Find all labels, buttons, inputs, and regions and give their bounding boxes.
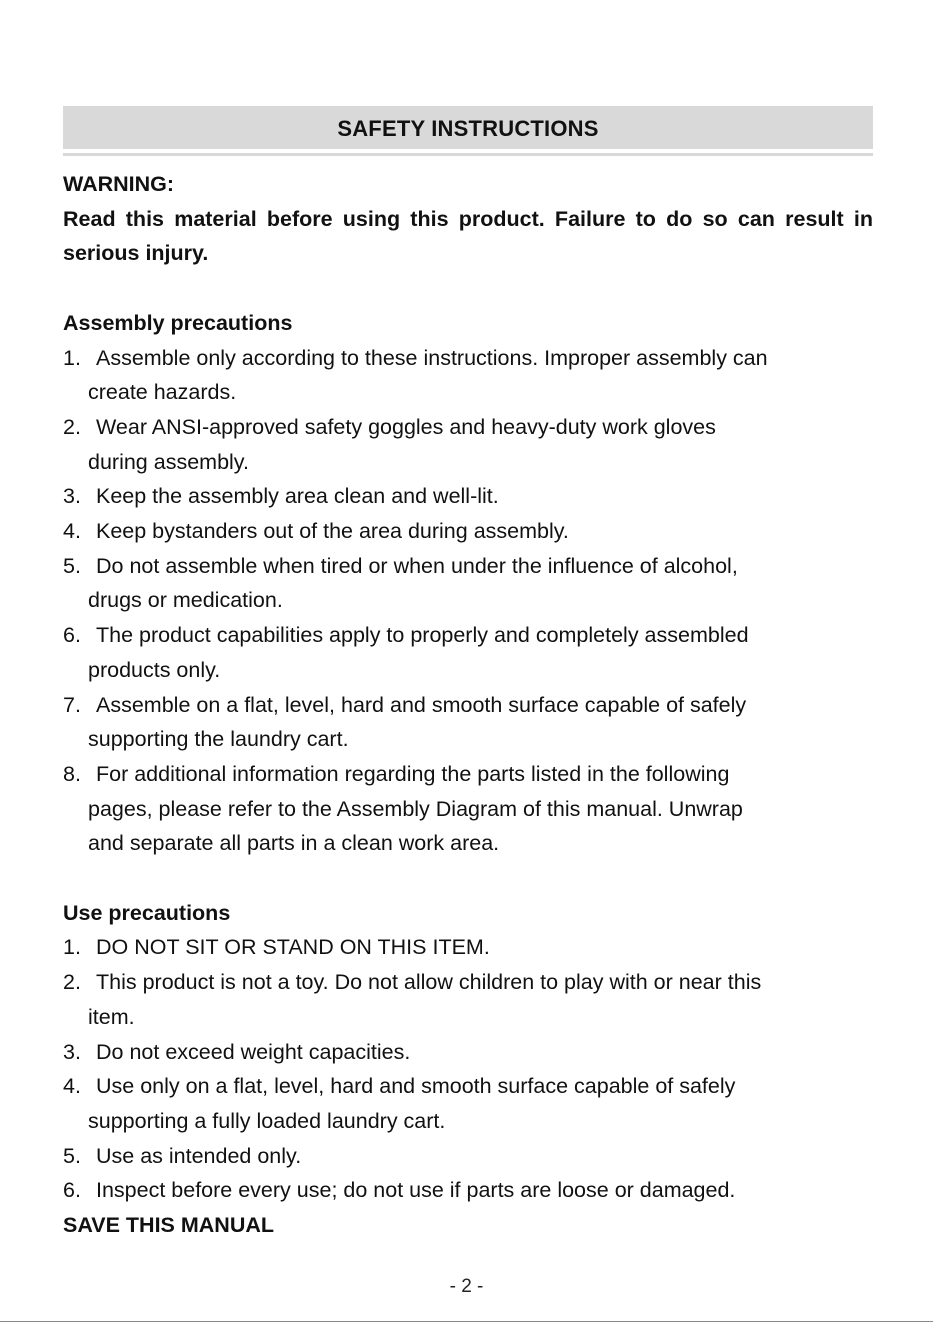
item-number: 6. — [63, 1178, 81, 1203]
item-text: This product is not a toy. Do not allow children to play with or near this — [96, 970, 762, 995]
item-number: 2. — [63, 970, 81, 995]
item-text: Keep the assembly area clean and well-lit. — [96, 484, 499, 509]
spacer — [63, 861, 873, 896]
assembly-heading: Assembly precautions — [63, 310, 293, 335]
item-text: Assemble on a flat, level, hard and smooth surface capable of safely — [96, 692, 747, 717]
page-number: - 2 - — [449, 1276, 484, 1297]
list-item — [63, 341, 873, 410]
list-item — [63, 965, 873, 1034]
save-manual-text: SAVE THIS MANUAL — [63, 1213, 275, 1238]
list-item — [63, 549, 873, 618]
list-item — [63, 930, 873, 965]
item-text: For additional information regarding the parts listed in the following — [96, 761, 730, 786]
use-heading: Use precautions — [63, 900, 231, 925]
list-item — [63, 688, 873, 757]
header-divider — [63, 153, 873, 156]
item-number: 8. — [63, 761, 81, 786]
item-number: 1. — [63, 345, 81, 370]
list-item — [63, 410, 873, 479]
item-text-continued: supporting the laundry cart. — [88, 727, 349, 752]
item-text-continued: and separate all parts in a clean work area. — [88, 831, 500, 856]
item-number: 5. — [63, 553, 81, 578]
warning-text: Read this material before using this product. Failure to do so can result in serious injury. — [63, 206, 873, 266]
item-text-continued: pages, please refer to the Assembly Diagram of this manual. Unwrap — [88, 796, 743, 821]
spacer — [63, 271, 873, 306]
list-item — [63, 514, 873, 549]
list-item — [63, 1139, 873, 1174]
safety-content — [63, 167, 873, 1243]
item-text: Keep bystanders out of the area during assembly. — [96, 519, 569, 544]
item-text-continued: item. — [88, 1004, 135, 1029]
item-text: Use as intended only. — [96, 1143, 302, 1168]
section-header-bar — [63, 106, 873, 149]
item-text-continued: supporting a fully loaded laundry cart. — [88, 1108, 446, 1133]
item-text: Assemble only according to these instructions. Improper assembly can — [96, 345, 768, 370]
list-item — [63, 757, 873, 861]
list-item — [63, 1069, 873, 1138]
item-number: 2. — [63, 414, 81, 439]
list-item — [63, 1035, 873, 1070]
item-text: The product capabilities apply to properly and completely assembled — [96, 623, 749, 648]
item-number: 4. — [63, 519, 81, 544]
item-text-continued: during assembly. — [88, 449, 249, 474]
item-text: Use only on a flat, level, hard and smooth surface capable of safely — [96, 1074, 736, 1099]
list-item — [63, 479, 873, 514]
item-text: Wear ANSI-approved safety goggles and heavy-duty work gloves — [96, 414, 716, 439]
list-item — [63, 618, 873, 687]
item-text: Do not assemble when tired or when under the influence of alcohol, — [96, 553, 738, 578]
item-number: 3. — [63, 1039, 81, 1064]
warning-heading: WARNING: — [63, 172, 175, 196]
item-number: 5. — [63, 1143, 81, 1168]
item-number: 6. — [63, 623, 81, 648]
item-text: Inspect before every use; do not use if parts are loose or damaged. — [96, 1178, 736, 1203]
bottom-divider — [0, 1321, 933, 1322]
page-title: SAFETY INSTRUCTIONS — [337, 115, 599, 141]
item-number: 7. — [63, 692, 81, 717]
item-number: 1. — [63, 935, 81, 960]
item-number: 3. — [63, 484, 81, 509]
item-text-continued: products only. — [88, 657, 221, 682]
item-text-continued: create hazards. — [88, 380, 237, 405]
item-text: DO NOT SIT OR STAND ON THIS ITEM. — [96, 935, 490, 960]
item-text: Do not exceed weight capacities. — [96, 1039, 411, 1064]
list-item — [63, 1173, 873, 1208]
item-text-continued: drugs or medication. — [88, 588, 283, 613]
item-number: 4. — [63, 1074, 81, 1099]
